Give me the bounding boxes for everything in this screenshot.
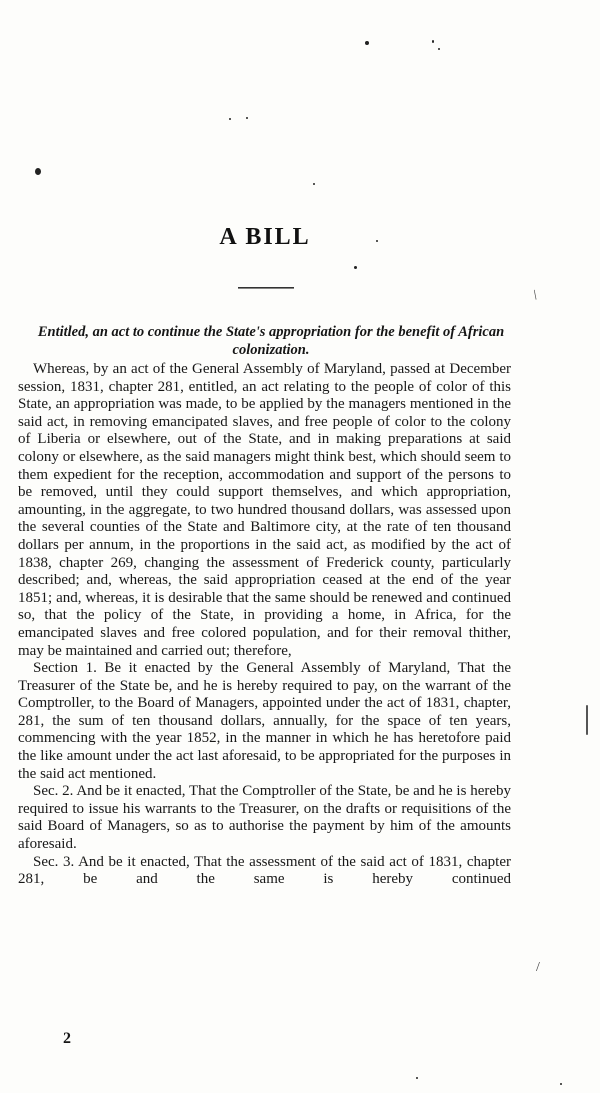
scan-speck (438, 48, 440, 50)
scan-speck (229, 118, 231, 120)
scan-speck (432, 40, 434, 43)
preamble-paragraph: Whereas, by an act of the General Assembly of Maryland, passed at December session, 1831, chapter 281, entitled, an act relating to the people of color of this State, an appropriation was made, to be applied by the managers mentioned in the said act, in removing emancipated slaves, and free people of color to the colony of Liberia or elsewhere, out of the State, and in making preparations at said colony or elsewhere, as the said managers might think best, which should seem to them expedient for the reception, accommodation and support of the persons to be removed, until they could support themselves, and which appropriation, amounting, in the aggregate, to two hundred thousand dollars, was assessed upon the several counties of the State and Baltimore city, at the rate of ten thousand dollars per annum, in the proportions in the said act, as modified by the act of 1838, chapter 269, changing the assessment of Frederick county, particularly described; and, whereas, the said appropriation ceased at the end of the year 1851; and, whereas, it is desirable that the same should be renewed and continued so, that the policy of the State, in providing a home, in Africa, for the emancipated slaves and free colored population, and for their removal thither, may be maintained and carried out; therefore, (18, 361, 511, 659)
page-title: A BILL (219, 224, 311, 250)
scan-speck (416, 1077, 418, 1079)
bill-subtitle: Entitled, an act to continue the State's appropriation for the benefit of African colonization. (37, 324, 505, 358)
section-2-paragraph: Sec. 2. And be it enacted, That the Comptroller of the State, be and he is hereby required to issue his warrants to the Treasurer, on the drafts or requisitions of the said Board of Managers, so as to authorise the payment by him of the amounts aforesaid. (18, 783, 511, 853)
scan-speck (365, 41, 369, 45)
page-number: 2 (63, 1030, 71, 1047)
scan-speck (313, 183, 315, 185)
scan-speck (586, 705, 588, 735)
scan-speck (35, 168, 41, 175)
scan-speck (246, 117, 248, 119)
bill-body (18, 361, 511, 889)
margin-mark: / (530, 288, 542, 304)
scan-speck (354, 266, 357, 269)
scan-speck (560, 1083, 562, 1085)
title-ornament-rule (238, 287, 294, 289)
section-1-paragraph: Section 1. Be it enacted by the General Assembly of Maryland, That the Treasurer of the State be, and he is hereby required to pay, on the warrant of the Comptroller, to the Board of Managers, appointed under the act of 1831, chapter, 281, the sum of ten thousand dollars, annually, for the space of ten years, commencing with the year 1852, in the manner in which he has heretofore paid the like amount under the act last aforesaid, to be appropriated for the purposes in the said act mentioned. (18, 660, 511, 782)
margin-mark: / (536, 960, 540, 975)
section-3-paragraph: Sec. 3. And be it enacted, That the assessment of the said act of 1831, chapter 281, be and the same is hereby continued (18, 853, 511, 888)
